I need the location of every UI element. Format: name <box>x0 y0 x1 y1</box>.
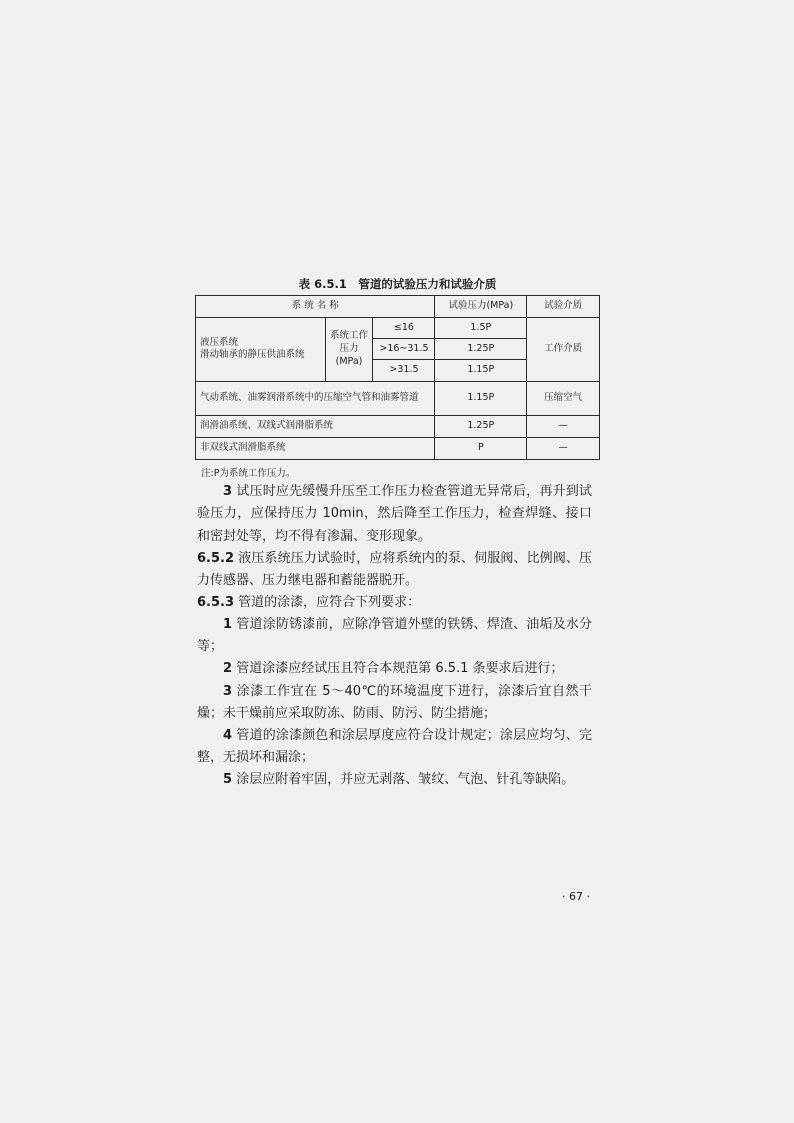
section-number: 6.5.2 <box>197 551 235 566</box>
list-item <box>197 769 592 791</box>
header-test-pressure: 试验压力(MPa) <box>435 296 527 318</box>
item-number: 1 <box>223 617 233 632</box>
list-item <box>197 681 592 726</box>
list-item <box>197 725 592 770</box>
item-text: 试压时应先缓慢升压至工作压力检查管道无异常后，再升到试验压力，应保持压力 10min，然后降至工作压力，检查焊缝、接口和密封处等，均不得有渗漏、变形现象。 <box>197 484 592 544</box>
section-number: 6.5.3 <box>197 595 235 610</box>
range-cell: >31.5 <box>373 360 435 381</box>
table-row <box>196 381 600 415</box>
pressure-cell: 1.15P <box>435 381 527 415</box>
table-title: 表 6.5.1 管道的试验压力和试验介质 <box>298 277 497 291</box>
item-number: 2 <box>223 661 233 676</box>
page-number: · 67 · <box>562 890 590 903</box>
section-6-5-2 <box>197 548 592 593</box>
item-number: 3 <box>223 684 233 699</box>
pressure-cell: 1.15P <box>435 360 527 381</box>
paragraph-item-3 <box>197 481 592 548</box>
item-number: 4 <box>223 728 233 743</box>
item-text: 管道涂防锈漆前，应除净管道外壁的铁锈、焊渣、油垢及水分等； <box>197 617 592 655</box>
item-number: 5 <box>223 772 233 787</box>
table-row <box>196 318 600 339</box>
list-item <box>197 658 592 680</box>
table-row <box>196 437 600 459</box>
item-text: 管道涂漆应经试压且符合本规范第 6.5.1 条要求后进行； <box>236 661 564 676</box>
item-number: 3 <box>223 484 233 499</box>
medium-cell: 压缩空气 <box>527 381 600 415</box>
pressure-cell: P <box>435 437 527 459</box>
pressure-table <box>195 295 600 460</box>
hydraulic-system-name: 液压系统 滑动轴承的静压供油系统 <box>196 318 326 381</box>
item-text: 涂漆工作宜在 5～40℃的环境温度下进行，涂漆后宜自然干燥；未干燥前应采取防冻、防雨、防污、防尘措施； <box>197 684 592 722</box>
system-name-cell: 润滑油系统、双线式润滑脂系统 <box>196 415 435 437</box>
header-test-medium: 试验介质 <box>527 296 600 318</box>
section-6-5-3 <box>197 592 592 614</box>
pressure-cell: 1.5P <box>435 318 527 339</box>
list-item <box>197 614 592 659</box>
table-note: 注:P为系统工作压力。 <box>201 468 296 479</box>
system-name-cell: 非双线式润滑脂系统 <box>196 437 435 459</box>
system-name-cell: 气动系统、油雾润滑系统中的压缩空气管和油雾管道 <box>196 381 435 415</box>
pressure-label: 系统工作压力(MPa) <box>325 318 373 381</box>
range-cell: >16~31.5 <box>373 339 435 360</box>
header-system-name: 系 统 名 称 <box>196 296 435 318</box>
table-header-row <box>196 296 600 318</box>
pressure-cell: 1.25P <box>435 415 527 437</box>
item-text: 涂层应附着牢固，并应无剥落、皱纹、气泡、针孔等缺陷。 <box>236 772 575 787</box>
section-text: 管道的涂漆，应符合下列要求： <box>238 595 421 610</box>
pressure-cell: 1.25P <box>435 339 527 360</box>
medium-cell: 工作介质 <box>527 318 600 381</box>
medium-cell: — <box>527 415 600 437</box>
medium-cell: — <box>527 437 600 459</box>
range-cell: ≤16 <box>373 318 435 339</box>
item-text: 管道的涂漆颜色和涂层厚度应符合设计规定；涂层应均匀、完整，无损坏和漏涂； <box>197 728 592 766</box>
table-row <box>196 415 600 437</box>
section-text: 液压系统压力试验时，应将系统内的泵、伺服阀、比例阀、压力传感器、压力继电器和蓄能器脱开。 <box>197 551 592 589</box>
